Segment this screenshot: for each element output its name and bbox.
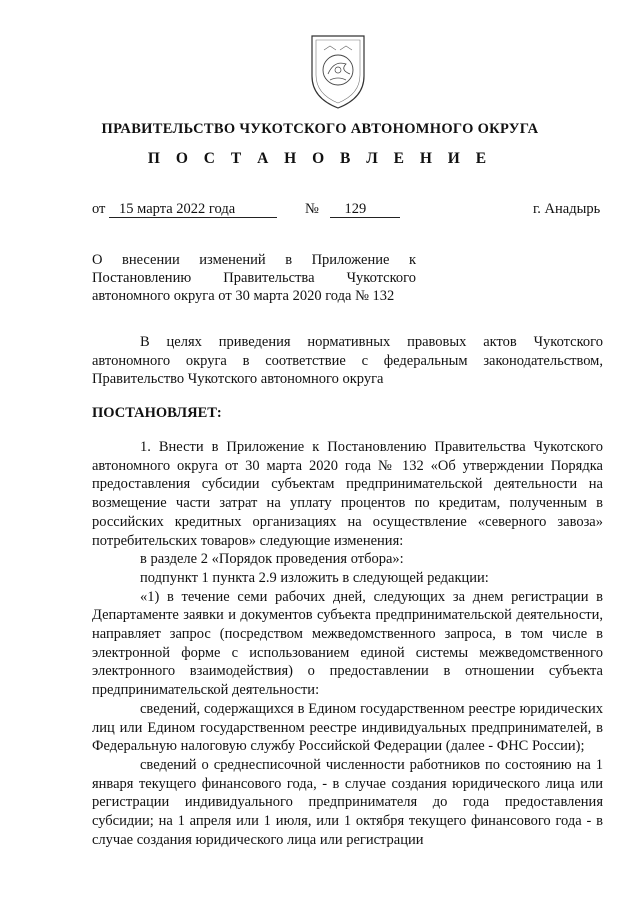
body-paragraph: в разделе 2 «Порядок проведения отбора»: <box>140 551 404 568</box>
preamble <box>92 333 603 389</box>
body-paragraph: сведений, содержащихся в Едином государственном реестре юридических лиц или Едином государственном реестре индивидуальных предпринимателей, в Федеральную налоговую службу Российской Федерации (далее - ФНС России); <box>92 700 603 755</box>
date-block <box>92 200 277 218</box>
date-prefix: от <box>92 201 106 217</box>
resolve-heading: ПОСТАНОВЛЯЕТ: <box>92 405 222 421</box>
document-date: 15 марта 2022 года <box>109 202 277 218</box>
subject-line: Постановлению Правительства Чукотского <box>92 270 416 286</box>
document-subject <box>92 251 416 305</box>
government-name: ПРАВИТЕЛЬСТВО ЧУКОТСКОГО АВТОНОМНОГО ОКРУГА <box>101 121 539 137</box>
body-paragraph: подпункт 1 пункта 2.9 изложить в следующей редакции: <box>140 569 489 586</box>
subject-line: автономного округа от 30 марта 2020 года № 132 <box>92 288 395 304</box>
coat-of-arms-emblem <box>306 30 370 110</box>
number-block <box>305 200 400 218</box>
document-number: 129 <box>330 202 400 218</box>
number-prefix: № <box>305 201 319 217</box>
body-paragraph: «1) в течение семи рабочих дней, следующих за днем регистрации в Департаменте заявки и документов субъекта предпринимательской деятельности, направляет запрос (посредством межведомственного запроса, в том числе в электронной форме с использованием единой системы межведомственного электронного взаимодействия) о предоставлении в отношении субъекта предпринимательской деятельности: <box>92 588 603 699</box>
document-title: П О С Т А Н О В Л Е Н И Е <box>147 150 493 167</box>
document-place: г. Анадырь <box>533 201 601 217</box>
body-paragraph: сведений о среднесписочной численности работников по состоянию на 1 января текущего финансового года, - в случае создания юридического лица или регистрации индивидуального предпринимателя до года предоставления субсидии; на 1 апреля или 1 июля, или 1 октября текущего финансового года - в случае создания юридического лица или регистрации <box>92 756 603 848</box>
body-paragraph: 1. Внести в Приложение к Постановлению Правительства Чукотского автономного округа от 30 марта 2020 года № 132 «Об утверждении Порядка предоставления субсидии субъектам предпринимательской деятельности на возмещение части затрат на уплату процентов по кредитам, полученным в российских кредитных организациях на осуществление «северного завоза» потребительских товаров» следующие изменения: <box>92 439 603 549</box>
subject-line: О внесении изменений в Приложение к <box>92 252 416 268</box>
preamble-text: В целях приведения нормативных правовых актов Чукотского автономного округа в соответствие с федеральным законодательством, Правительство Чукотского автономного округа <box>92 334 603 388</box>
document-body <box>92 438 603 849</box>
